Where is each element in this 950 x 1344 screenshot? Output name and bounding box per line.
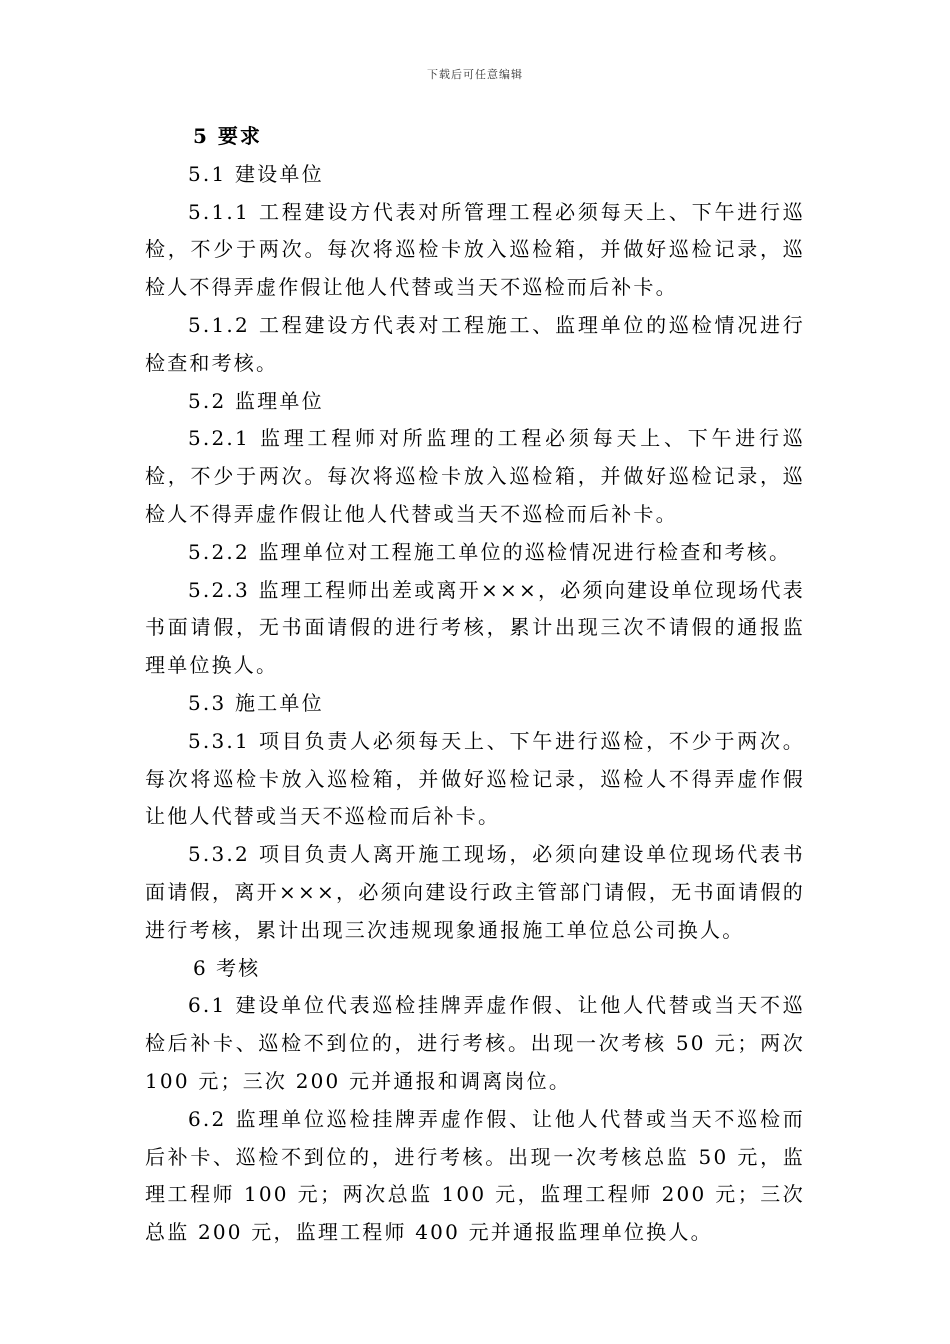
document-body xyxy=(145,118,805,1252)
paragraph-5-2-2: 5.2.2 监理单位对工程施工单位的巡检情况进行检查和考核。 xyxy=(188,539,792,564)
paragraph-5-3-1: 5.3.1 项目负责人必须每天上、下午进行巡检，不少于两次。每次将巡检卡放入巡检箱，并做好巡检记录，巡检人不得弄虚作假让他人代替或当天不巡检而后补卡。 xyxy=(145,728,805,829)
subsection-heading-5-2: 5.2 监理单位 xyxy=(188,388,324,413)
paragraph-5-2-3: 5.2.3 监理工程师出差或离开×××，必须向建设单位现场代表书面请假，无书面请假的进行考核，累计出现三次不请假的通报监理单位换人。 xyxy=(145,577,805,678)
paragraph-5-1-1: 5.1.1 工程建设方代表对所管理工程必须每天上、下午进行巡检，不少于两次。每次将巡检卡放入巡检箱，并做好巡检记录，巡检人不得弄虚作假让他人代替或当天不巡检而后补卡。 xyxy=(145,199,805,300)
paragraph-5-2-1: 5.2.1 监理工程师对所监理的工程必须每天上、下午进行巡检，不少于两次。每次将巡检卡放入巡检箱，并做好巡检记录，巡检人不得弄虚作假让他人代替或当天不巡检而后补卡。 xyxy=(145,426,805,526)
section-heading-5: 5 要求 xyxy=(193,124,262,148)
section-heading-6: 6 考核 xyxy=(193,955,261,980)
paragraph-5-1-2: 5.1.2 工程建设方代表对工程施工、监理单位的巡检情况进行检查和考核。 xyxy=(145,312,805,375)
paragraph-5-3-2: 5.3.2 项目负责人离开施工现场，必须向建设单位现场代表书面请假，离开×××，必须向建设行政主管部门请假，无书面请假的进行考核，累计出现三次违规现象通报施工单位总公司换人。 xyxy=(145,842,805,942)
subsection-heading-5-1: 5.1 建设单位 xyxy=(188,161,324,186)
subsection-heading-5-3: 5.3 施工单位 xyxy=(188,690,324,715)
paragraph-6-2: 6.2 监理单位巡检挂牌弄虚作假、让他人代替或当天不巡检而后补卡、巡检不到位的，进行考核。出现一次考核总监 50 元，监理工程师 100 元；两次总监 100 元，监理工程师 200 元；三次总监 200 元，监理工程师 400 元并通报监理单位换人。 xyxy=(145,1106,805,1245)
page-header-note: 下载后可任意编辑 xyxy=(427,68,523,81)
paragraph-6-1: 6.1 建设单位代表巡检挂牌弄虚作假、让他人代替或当天不巡检后补卡、巡检不到位的，进行考核。出现一次考核 50 元；两次 100 元；三次 200 元并通报和调离岗位。 xyxy=(145,993,805,1093)
